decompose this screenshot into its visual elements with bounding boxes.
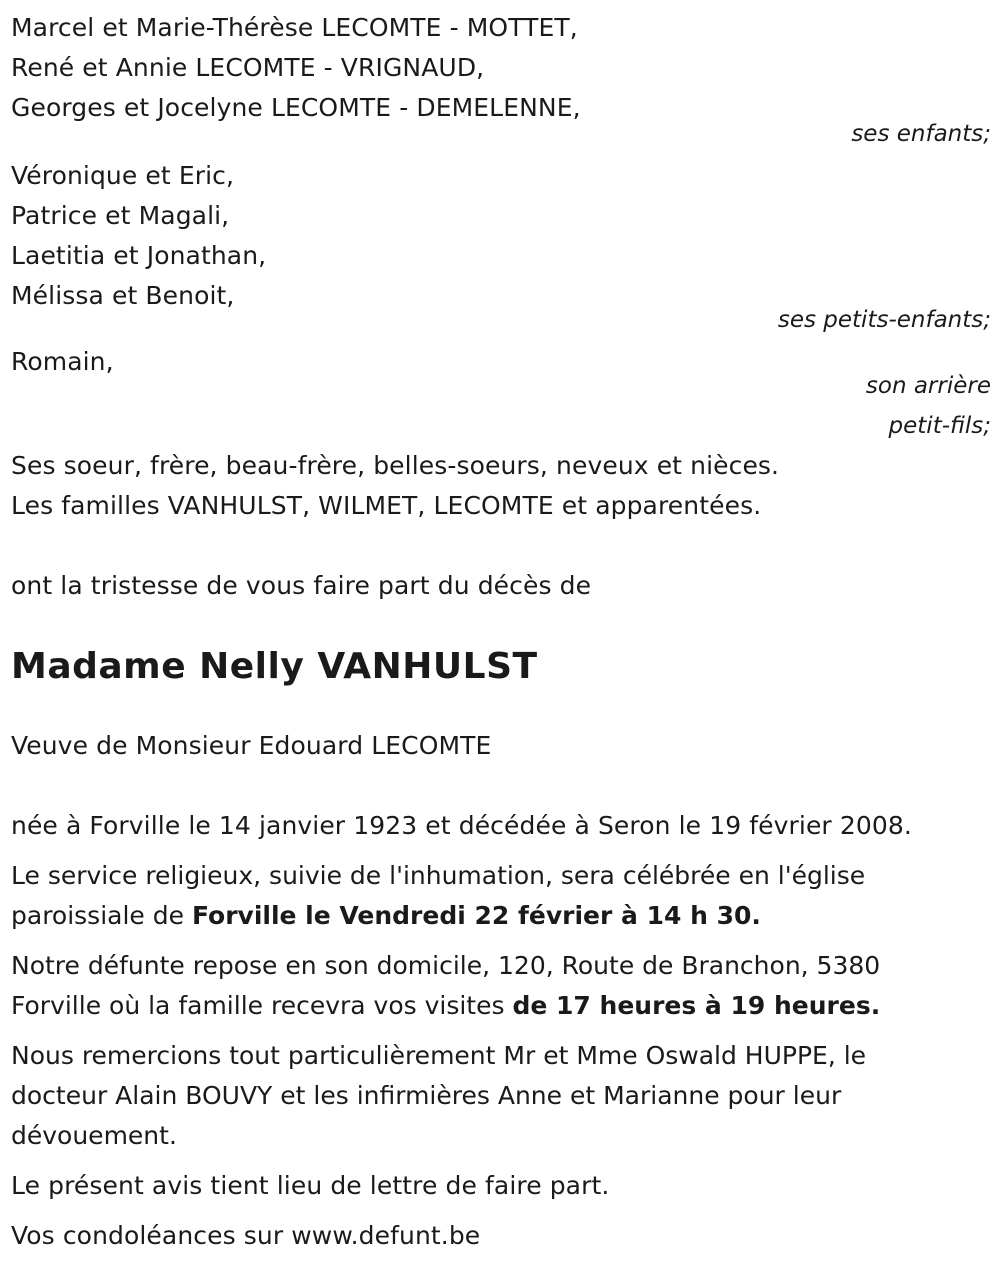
great-grandchild-role-2: petit-fils; [888, 413, 991, 439]
condolences-text: Vos condoléances sur www.defunt.be [11, 1221, 481, 1250]
family-line: Les familles VANHULST, WILMET, LECOMTE et apparentées. [11, 491, 762, 520]
great-grandchild-role-1: son arrière [865, 373, 991, 399]
service-paragraph [11, 856, 961, 936]
deceased-name: Madame Nelly VANHULST [11, 646, 538, 687]
grandchild-line: Véronique et Eric, [11, 161, 235, 190]
service-text: Le service religieux, suivie de l'inhumation, sera célébrée en l'église paroissiale de [11, 861, 866, 930]
family-line: Ses soeur, frère, beau-frère, belles-soeurs, neveux et nièces. [11, 451, 780, 480]
family-section [11, 446, 991, 526]
visitation-hours: de 17 heures à 19 heures. [512, 991, 881, 1020]
notice-text: Le présent avis tient lieu de lettre de faire part. [11, 1171, 610, 1200]
thanks-paragraph: Nous remercions tout particulièrement Mr et Mme Oswald HUPPE, le docteur Alain BOUVY et les infirmières Anne et Marianne pour leur dévouement. [11, 1041, 867, 1150]
children-role: ses enfants; [851, 121, 991, 147]
grandchildren-section [11, 156, 991, 340]
great-grandchild-line: Romain, [11, 347, 114, 376]
widow-of-text: Veuve de Monsieur Edouard LECOMTE [11, 731, 492, 760]
grandchild-line: Patrice et Magali, [11, 201, 230, 230]
grandchildren-role: ses petits-enfants; [777, 307, 991, 333]
children-section [11, 8, 991, 154]
visitation-text: Notre défunte repose en son domicile, 120, Route de Branchon, 5380 Forville où la famille recevra vos visites [11, 951, 881, 1020]
child-line: René et Annie LECOMTE - VRIGNAUD, [11, 53, 485, 82]
service-datetime: Forville le Vendredi 22 février à 14 h 30. [191, 901, 761, 930]
obituary-notice [11, 8, 991, 1256]
visitation-paragraph [11, 946, 961, 1026]
announcement-text: ont la tristesse de vous faire part du décès de [11, 571, 592, 600]
grandchild-line: Mélissa et Benoit, [11, 281, 235, 310]
child-line: Marcel et Marie-Thérèse LECOMTE - MOTTET, [11, 13, 578, 42]
grandchild-line: Laetitia et Jonathan, [11, 241, 267, 270]
child-line: Georges et Jocelyne LECOMTE - DEMELENNE, [11, 93, 581, 122]
great-grandchild-section [11, 342, 991, 446]
birth-death-text: née à Forville le 14 janvier 1923 et décédée à Seron le 19 février 2008. [11, 811, 912, 840]
